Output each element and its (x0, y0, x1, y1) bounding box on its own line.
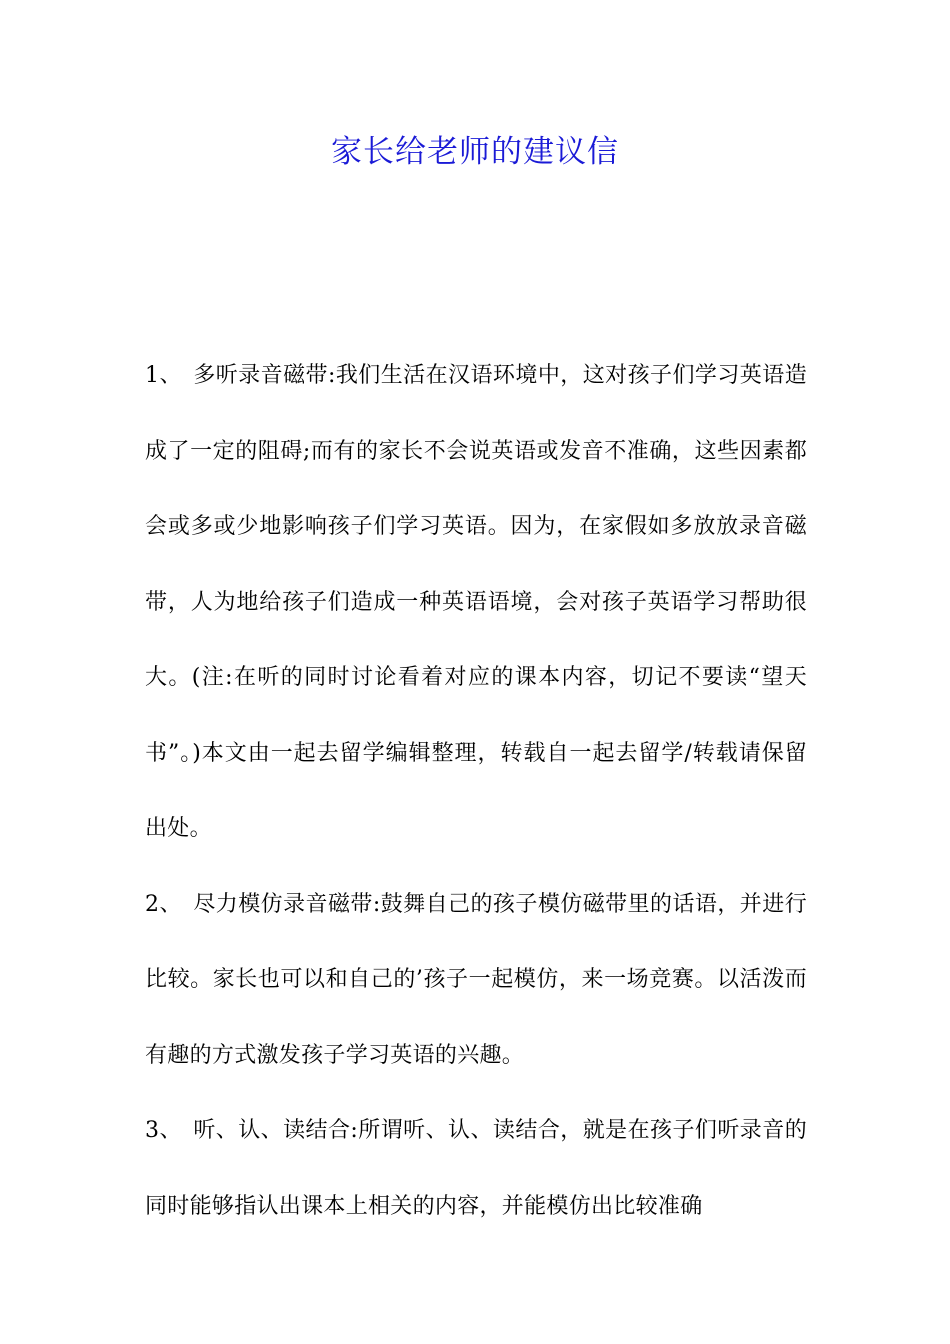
document-title: 家长给老师的建议信 (331, 134, 619, 170)
paragraph-2: 2、 尽力模仿录音磁带:鼓舞自己的孩子模仿磁带里的话语，并进行比较。家长也可以和自己的’孩子一起模仿，来一场竞赛。以活泼而有趣的方式激发孩子学习英语的兴趣。 (145, 891, 807, 1068)
paragraph-1: 1、 多听录音磁带:我们生活在汉语环境中，这对孩子们学习英语造成了一定的阻碍;而有的家长不会说英语或发音不准确，这些因素都会或多或少地影响孩子们学习英语。因为，在家假如多放放录音磁带，人为地给孩子们造成一种英语语境，会对孩子英语学习帮助很大。(注:在听的同时讨论看着对应的课本内容，切记不要读“望天书”。)本文由一起去留学编辑整理，转载自一起去留学/转载请保留出处。 (145, 363, 807, 841)
document-body (145, 338, 807, 1244)
paragraph-3: 3、 听、认、读结合:所谓听、认、读结合，就是在孩子们听录音的同时能够指认出课本上相关的内容，并能模仿出比较准确 (145, 1118, 807, 1219)
